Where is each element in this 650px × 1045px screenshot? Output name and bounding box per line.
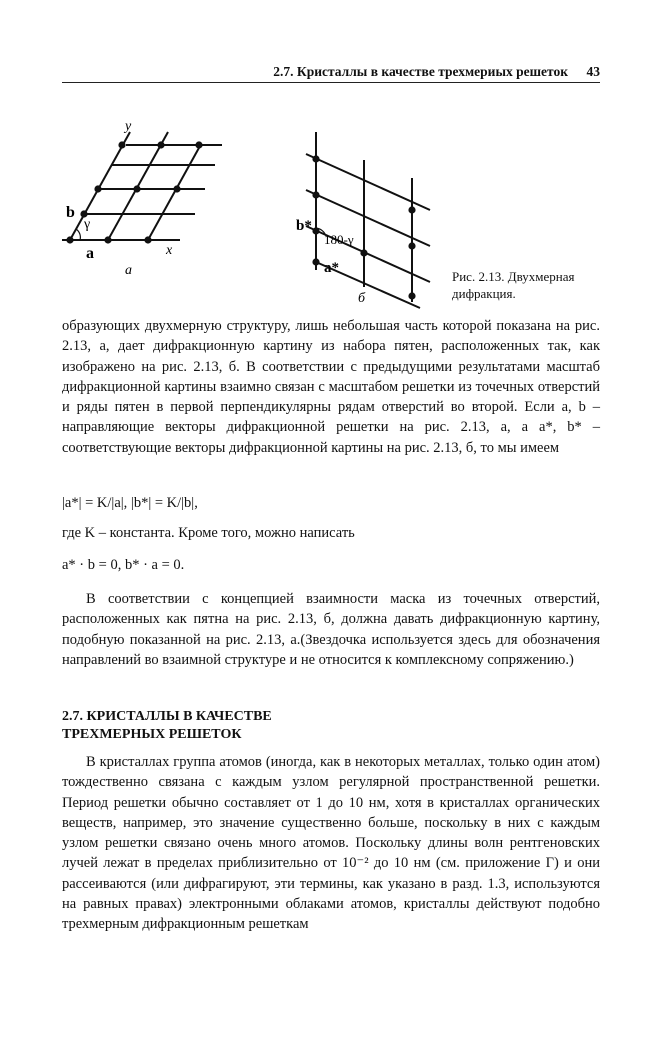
lattice-point <box>408 242 415 249</box>
figure-caption: Рис. 2.13. Двухмерная дифракция. <box>452 269 575 301</box>
lattice-point <box>173 185 180 192</box>
angle-arc <box>76 229 80 240</box>
section-heading-line-1: 2.7. КРИСТАЛЛЫ В КАЧЕСТВЕ <box>62 709 272 724</box>
formula-2: а* · b = 0, b* · а = 0. <box>62 557 185 573</box>
lattice-line <box>148 146 200 240</box>
section-heading-line-2: ТРЕХМЕРНЫХ РЕШЕТОК <box>62 727 242 742</box>
lattice-point <box>408 206 415 213</box>
lattice-point <box>144 236 151 243</box>
lattice-point <box>312 227 319 234</box>
vector-a-label: a <box>86 245 94 262</box>
page-number: 43 <box>586 64 600 79</box>
lattice-point <box>312 191 319 198</box>
paragraph-1: образующих двухмерную структуру, лишь небольшая часть которой показана на рис. 2.13, а, дает дифракционную картину из набора пятен, расположенных так, как изображено на рис. 2.13, б. В соответствии с предыдущими результатами масштаб дифракционной картины взаимно связан с масштабом решетки из точечных отверстий и ряды пятен в первой перпендикулярны рядам отверстий во второй. Если а, b – направляющие векторы дифракционной решетки на рис. 2.13, а, а а*, b* – соответствующие векторы дифракционной картины на рис. 2.13, б, то мы имеем <box>62 318 600 456</box>
paragraph-2: где K – константа. Кроме того, можно написать <box>62 525 355 541</box>
lattice-point <box>66 236 73 243</box>
lattice-point <box>157 141 164 148</box>
axis-y-label: y <box>125 119 132 134</box>
lattice-point <box>312 155 319 162</box>
vector-a-star-label: a* <box>324 260 339 276</box>
header-title: 2.7. Кристаллы в качестве трехмериых решеток <box>273 64 568 79</box>
lattice-point <box>408 292 415 299</box>
paragraph-4: В кристаллах группа атомов (иногда, как в некоторых металлах, только один атом) тождественно связана с каждым узлом регулярной пространственной решетки. Период решетки обычно составляет от 1 до 10 нм, хотя в кристаллах органических веществ, например, это значение существенно больше, поскольку в них с каждым узлом решетки связано очень много атомов. Поскольку длины волн рентгеновских лучей лежат в пределах приблизительно от 10⁻² до 10 нм (см. приложение Г) и они рассеиваются (или дифрагируют, эти термины, как указано в разд. 1.3, используются на равных правах) электронными облаками атомов, кристаллы действуют подобно трехмерным дифракционным решеткам <box>62 754 600 933</box>
section-heading <box>62 708 272 744</box>
lattice-point <box>312 258 319 265</box>
lattice-point <box>104 236 111 243</box>
lattice-point <box>360 249 367 256</box>
subfigure-label-b: б <box>358 291 366 306</box>
lattice-point <box>133 185 140 192</box>
lattice-point <box>195 141 202 148</box>
angle-180-gamma-label: 180-γ <box>324 232 354 247</box>
angle-gamma-label: γ <box>84 217 91 232</box>
formula-1: |а*| = K/|а|, |b*| = K/|b|, <box>62 495 198 511</box>
right-lattice <box>306 132 430 308</box>
vector-b-star-label: b* <box>296 218 312 234</box>
paragraph-3: В соответствии с концепцией взаимности маска из точечных отверстий, расположенных как пятна на рис. 2.13, б, должна давать дифракционную картину, подобную показанной на рис. 2.13, а.(Звездочка используется здесь для обозначения направлений во взаимной структуре и не относится к комплексному сопряжению.) <box>62 591 600 668</box>
lattice-point <box>118 141 125 148</box>
axis-x-label: x <box>166 243 173 258</box>
vector-b-label: b <box>66 204 75 221</box>
subfigure-label-a: а <box>125 263 132 278</box>
lattice-point <box>94 185 101 192</box>
